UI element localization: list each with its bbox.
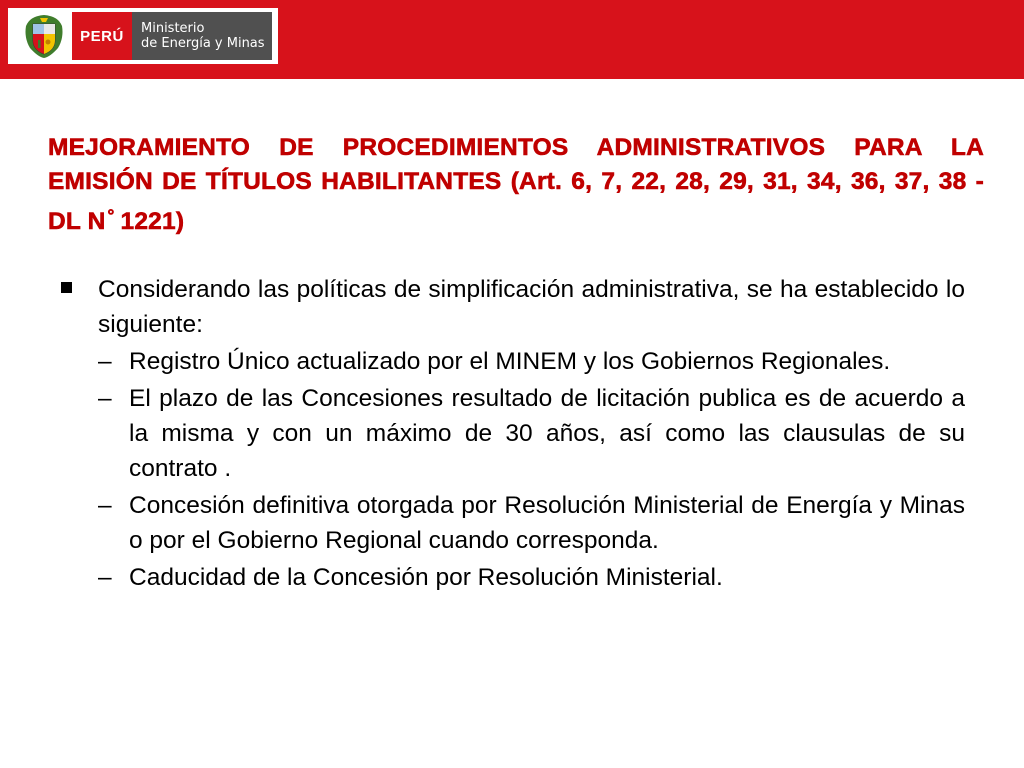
- sub-item: [58, 488, 965, 558]
- sub-item-text: Registro Único actualizado por el MINEM y los Gobiernos Regionales.: [129, 348, 891, 375]
- dash-icon: –: [98, 492, 112, 519]
- bullet-item: [58, 272, 965, 342]
- square-bullet-icon: [61, 282, 72, 293]
- title-text-end: 1221): [120, 208, 185, 235]
- ministry-name: [132, 12, 272, 60]
- sub-item: [58, 560, 965, 595]
- dash-icon: –: [98, 348, 112, 375]
- dash-icon: –: [98, 385, 112, 412]
- dash-icon: –: [98, 564, 112, 591]
- country-label: PERÚ: [72, 12, 132, 60]
- sub-item-text: Concesión definitiva otorgada por Resolución Ministerial de Energía y Minas o por el Gobierno Regional cuando corresponda.: [129, 492, 965, 554]
- sub-item: [58, 381, 965, 486]
- title-text: MEJORAMIENTO DE PROCEDIMIENTOS ADMINISTRATIVOS PARA LA EMISIÓN DE TÍTULOS HABILITANTES (Art. 6, 7, 22, 28, 29, 31, 34, 36, 37, 38 - DL N: [48, 134, 984, 235]
- slide-body: [58, 272, 965, 595]
- bullet-text: Considerando las políticas de simplificación administrativa, se ha establecido lo siguiente:: [98, 276, 965, 338]
- sub-item-text: Caducidad de la Concesión por Resolución Ministerial.: [129, 564, 723, 591]
- sub-item: [58, 344, 965, 379]
- ministry-line-2: de Energía y Minas: [141, 36, 265, 51]
- sub-item-text: El plazo de las Concesiones resultado de licitación publica es de acuerdo a la misma y con un máximo de 30 años, así como las clausulas de su contrato .: [129, 385, 965, 482]
- slide-title: [48, 131, 984, 239]
- ministry-logo: [8, 8, 278, 64]
- ministry-line-1: Ministerio: [141, 21, 205, 36]
- coat-of-arms-icon: [20, 12, 68, 60]
- title-degree: °: [107, 206, 115, 225]
- header-bar: [0, 0, 1024, 79]
